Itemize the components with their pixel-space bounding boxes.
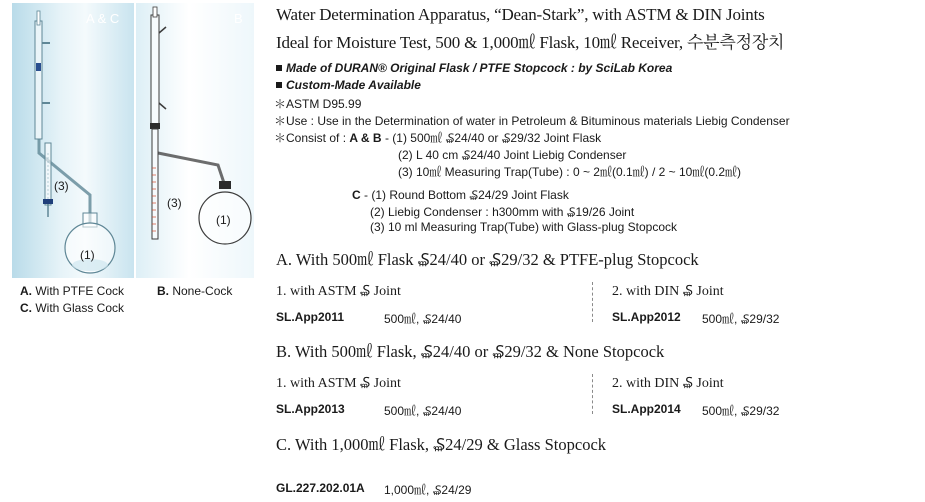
panel-label-b: B [234,11,243,26]
consist-ab-1: ＊Consist of : A & B - (1) 500㎖ ₷24/40 or ₷29/32 Joint Flask [274,131,602,145]
dean-stark-none-cock-drawing [136,3,254,278]
caption-b: B. None-Cock [157,284,233,298]
bullet-square-icon [276,82,282,88]
product-spec: 500㎖, ₷29/32 [702,312,780,326]
callout-trap-b: (3) [167,196,182,210]
product-code: GL.227.202.01A [276,481,365,495]
section-b-astm-heading: 1. with ASTM ₷ Joint [276,376,401,391]
apparatus-photo-b [136,3,254,278]
caption-c: C. With Glass Cock [20,301,125,315]
consist-c-3: (3) 10 ml Measuring Trap(Tube) with Glass-plug Stopcock [370,220,678,234]
column-divider [592,374,593,414]
product-code: SL.App2012 [612,310,681,324]
dean-stark-glass-cock-drawing [12,3,134,278]
feature-astm: ＊ASTM D95.99 [274,97,362,111]
consist-ab-2: (2) L 40 cm ₷24/40 Joint Liebig Condenser [398,148,627,162]
product-spec: 500㎖, ₷24/40 [384,312,462,326]
callout-flask-b: (1) [216,213,231,227]
panel-label-a-c: A & C [86,11,120,26]
section-b-din-heading: 2. with DIN ₷ Joint [612,376,724,391]
section-title-b: B. With 500㎖ Flask, ₷24/40 or ₷29/32 & None Stopcock [276,342,665,361]
column-divider [592,282,593,322]
product-code: SL.App2011 [276,310,345,324]
section-title-c: C. With 1,000㎖ Flask, ₷24/29 & Glass Stopcock [276,435,607,454]
callout-flask: (1) [80,248,95,262]
section-a-astm-heading: 1. with ASTM ₷ Joint [276,284,401,299]
product-spec: 500㎖, ₷29/32 [702,404,780,418]
page-subtitle: Ideal for Moisture Test, 500 & 1,000㎖ Flask, 10㎖ Receiver, 수분측정장치 [276,33,785,52]
consist-c-2: (2) Liebig Condenser : h300mm with ₷19/26 Joint [370,205,635,219]
callout-trap: (3) [54,179,69,193]
feature-use: ＊Use : Use in the Determination of water in Petroleum & Bituminous materials Liebig Condenser [274,114,790,128]
consist-ab-3: (3) 10㎖ Measuring Trap(Tube) : 0 ~ 2㎖(0.1㎖) / 2 ~ 10㎖(0.2㎖) [398,165,742,179]
product-code: SL.App2013 [276,402,345,416]
consist-c-1: C - (1) Round Bottom ₷24/29 Joint Flask [352,188,569,202]
apparatus-photo-a-c [12,3,134,278]
section-a-din-heading: 2. with DIN ₷ Joint [612,284,724,299]
product-spec: 500㎖, ₷24/40 [384,404,462,418]
section-title-a: A. With 500㎖ Flask ₷24/40 or ₷29/32 & PTFE-plug Stopcock [276,250,699,269]
bullet-square-icon [276,65,282,71]
product-code: SL.App2014 [612,402,681,416]
caption-a: A. With PTFE Cock [20,284,125,298]
product-spec: 1,000㎖, ₷24/29 [384,483,472,497]
feature-made-of: Made of DURAN® Original Flask / PTFE Stopcock : by SciLab Korea [276,61,672,75]
feature-custom: Custom-Made Available [276,78,421,92]
page-title: Water Determination Apparatus, “Dean-Stark”, with ASTM & DIN Joints [276,5,765,24]
